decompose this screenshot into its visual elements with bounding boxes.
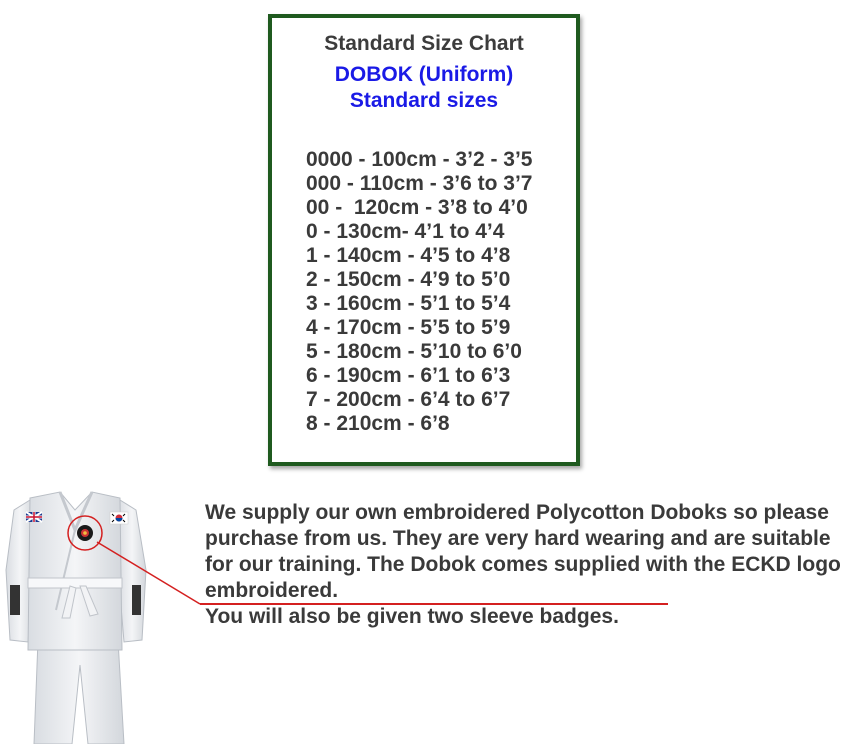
size-row: 000 - 110cm - 3’6 to 3’7	[306, 172, 533, 195]
size-row: 5 - 180cm - 5’10 to 6’0	[306, 340, 522, 363]
size-row: 8 - 210cm - 6’8	[306, 412, 450, 435]
size-row: 0 - 130cm- 4’1 to 4’4	[306, 220, 505, 243]
size-row: 0000 - 100cm - 3’2 - 3’5	[306, 148, 533, 171]
union-jack-flag-icon	[26, 512, 42, 522]
size-row: 6 - 190cm - 6’1 to 6’3	[306, 364, 511, 387]
description-paragraph	[205, 500, 850, 604]
description-part1: We supply our own embroidered Polycotton Doboks so please purchase from us. They are very hard wearing and are suitable for our training. The Dobok comes	[205, 501, 831, 576]
chart-subtitle-dobok: DOBOK (Uniform)	[334, 63, 514, 86]
eckd-logo-patch-icon	[77, 525, 93, 541]
description-highlight: supplied with the ECKD logo embroidered	[205, 553, 841, 602]
korean-flag-icon	[110, 512, 128, 524]
chart-title: Standard Size Chart	[324, 32, 524, 55]
size-row: 3 - 160cm - 5’1 to 5’4	[306, 292, 511, 315]
description-text	[205, 500, 850, 630]
size-row: 00 - 120cm - 3’8 to 4’0	[306, 196, 528, 219]
size-chart-box	[268, 14, 580, 466]
size-list	[306, 148, 532, 436]
chart-subtitle-standard: Standard sizes	[349, 89, 499, 112]
size-row: 1 - 140cm - 4’5 to 4’8	[306, 244, 511, 267]
dobok-uniform-image	[0, 490, 150, 744]
size-row: 4 - 170cm - 5’5 to 5’9	[306, 316, 511, 339]
size-row: 7 - 200cm - 6’4 to 6’7	[306, 388, 511, 411]
description-part3: .	[332, 579, 339, 602]
size-row: 2 - 150cm - 4’9 to 5’0	[306, 268, 511, 291]
description-badges: You will also be given two sleeve badges.	[205, 605, 619, 628]
